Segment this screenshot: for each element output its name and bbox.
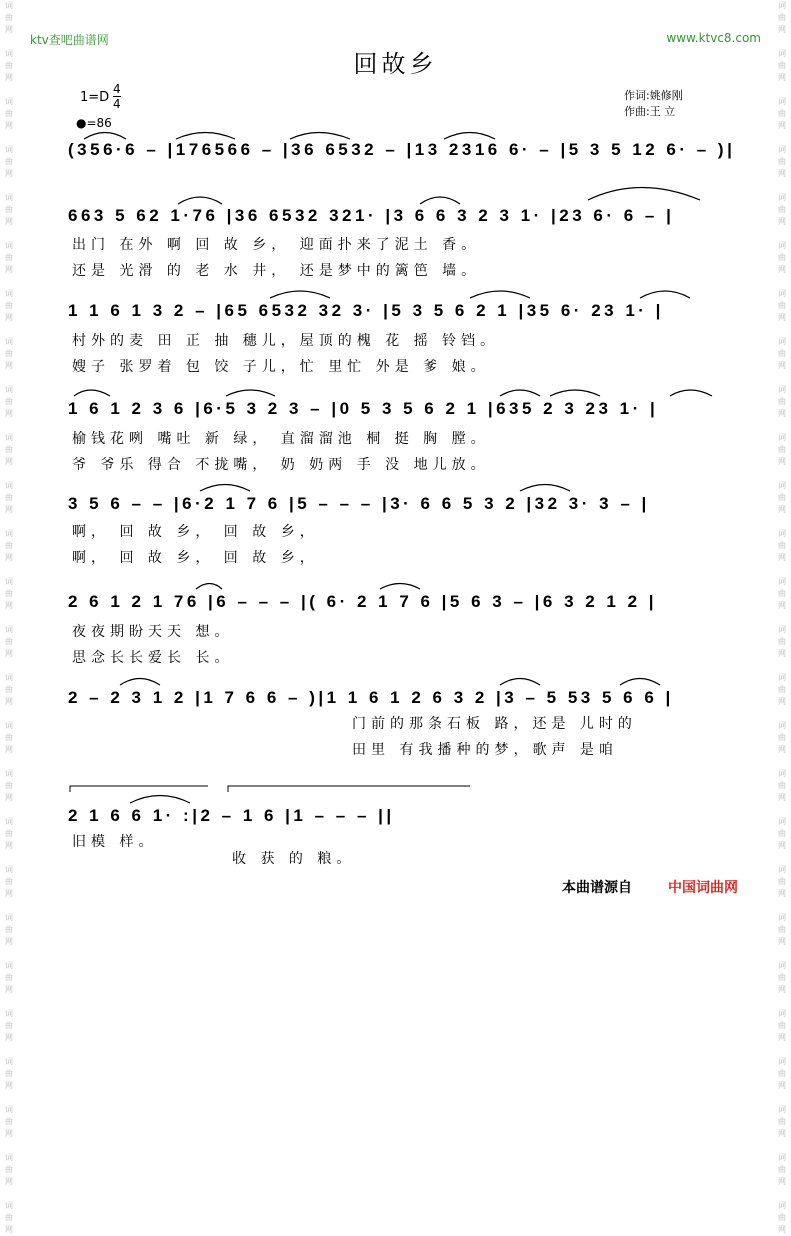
staff-line-2: 663 5 62 1·76 |36 6532 321· |3 6 6 3 2 3 1· |23 6· 6 – | xyxy=(68,206,675,225)
lyric-line-9: 夜夜期盼天天 想。 xyxy=(72,624,234,640)
staff-line-3: 1 1 6 1 3 2 – |65 6532 32 3· |5 3 5 6 2 1 |35 6· 23 1· | xyxy=(68,301,664,320)
staff-line-7: 2 – 2 3 1 2 |1 7 6 6 – )|1 1 6 1 2 6 3 2 |3 – 5 53 5 6 6 | xyxy=(68,688,674,707)
lyric-line-1: 出门 在外 啊 回 故 乡， 迎面扑来了泥土 香。 xyxy=(72,237,481,253)
lyric-line-8: 啊， 回 故 乡， 回 故 乡， xyxy=(72,550,319,566)
slur xyxy=(500,679,540,686)
slur xyxy=(270,291,330,298)
slur xyxy=(200,485,250,492)
volta-2 xyxy=(228,786,470,792)
lyricist: 作词:姚修刚 xyxy=(624,89,683,102)
composer: 作曲:王 立 xyxy=(624,105,676,118)
lyric-line-12: 田里 有我播种的梦，歌声 是咱 xyxy=(352,742,618,758)
staff-line-5: 3 5 6 – – |6·2 1 7 6 |5 – – – |3· 6 6 5 3 2 |32 3· 3 – | xyxy=(68,494,650,513)
slur xyxy=(470,291,530,298)
lyric-line-10: 思念长长爱长 长。 xyxy=(72,650,234,666)
slur xyxy=(176,133,235,140)
slur xyxy=(74,390,110,396)
lyric-line-13: 旧模 样。 xyxy=(72,834,158,850)
footer-source-label: 本曲谱源自 xyxy=(562,880,632,896)
lyric-line-7: 啊， 回 故 乡， 回 故 乡， xyxy=(72,524,319,540)
slur xyxy=(420,197,460,204)
meter-bottom: 4 xyxy=(113,97,121,111)
lyric-line-6: 爷 爷乐 得合 不拢嘴， 奶 奶两 手 没 地儿放。 xyxy=(72,457,490,473)
lyric-line-14: 收 获 的 粮。 xyxy=(232,851,356,867)
slur xyxy=(178,197,222,204)
meter-top: 4 xyxy=(113,82,121,96)
slur xyxy=(620,679,660,686)
key-signature: 1=D xyxy=(80,90,110,105)
song-title: 回故乡 xyxy=(353,50,438,78)
staff-line-1: (356·6 – |176566 – |36 6532 – |13 2316 6· – |5 3 5 12 6· – )| xyxy=(68,140,736,159)
slur xyxy=(588,188,700,201)
slur xyxy=(226,390,275,396)
staff-line-4: 1 6 1 2 3 6 |6·5 3 2 3 – |0 5 3 5 6 2 1 |635 2 3 23 1· | xyxy=(68,399,659,418)
lyric-line-5: 榆钱花咧 嘴吐 新 绿， 直溜溜池 桐 挺 胸 膛。 xyxy=(72,431,490,447)
slur xyxy=(520,485,570,492)
slur xyxy=(290,133,350,140)
quarter-note-icon: ● xyxy=(76,116,87,130)
slur xyxy=(84,133,126,140)
staff-line-6: 2 6 1 2 1 76 |6 – – – |( 6· 2 1 7 6 |5 6 3 – |6 3 2 1 2 | xyxy=(68,592,658,611)
side-watermark-right: 词 曲 网 词 曲 网 词 曲 网 词 曲 网 词 曲 网 词 曲 网 词 曲 网 词 曲 网 词 曲 网 词 曲 网 词 曲 网 词 曲 网 词 曲 网 词 曲 网 词 曲 网 词 曲 网 词 曲 网 词 曲 网 词 曲 网 词 曲 网 词 曲 网 词 曲 网 词 曲 网 词 曲 网 词 曲 网 词 曲 网 xyxy=(778,1,786,1234)
lyric-line-11: 门前的那条石板 路，还是 儿时的 xyxy=(352,716,637,732)
tempo-value: =86 xyxy=(86,116,112,130)
footer-source-name: 中国词曲网 xyxy=(668,880,738,896)
slur xyxy=(130,796,190,804)
slur xyxy=(550,390,600,396)
volta-1 xyxy=(70,786,208,792)
side-watermark-left: 词 曲 网 词 曲 网 词 曲 网 词 曲 网 词 曲 网 词 曲 网 词 曲 网 词 曲 网 词 曲 网 词 曲 网 词 曲 网 词 曲 网 词 曲 网 词 曲 网 词 曲 网 词 曲 网 词 曲 网 词 曲 网 词 曲 网 词 曲 网 词 曲 网 词 曲 网 词 曲 网 词 曲 网 词 曲 网 词 曲 网 xyxy=(5,1,13,1234)
slur xyxy=(196,584,222,590)
slur xyxy=(380,584,420,590)
slur xyxy=(500,390,540,396)
slur xyxy=(444,133,495,140)
lyric-line-3: 村外的麦 田 正 抽 穗儿，屋顶的槐 花 摇 铃铛。 xyxy=(72,333,500,349)
header-site-left: ktv查吧曲谱网 xyxy=(30,33,109,47)
lyric-line-2: 还是 光滑 的 老 水 井， 还是梦中的篱笆 墙。 xyxy=(72,263,481,279)
header-site-right: www.ktvc8.com xyxy=(666,31,761,45)
slur xyxy=(670,390,712,396)
slur xyxy=(640,291,690,298)
lyric-line-4: 嫂子 张罗着 包 饺 子儿，忙 里忙 外是 爹 娘。 xyxy=(72,359,490,375)
staff-line-8: 2 1 6 6 1· :|2 – 1 6 |1 – – – || xyxy=(68,806,395,825)
slur xyxy=(120,679,160,686)
